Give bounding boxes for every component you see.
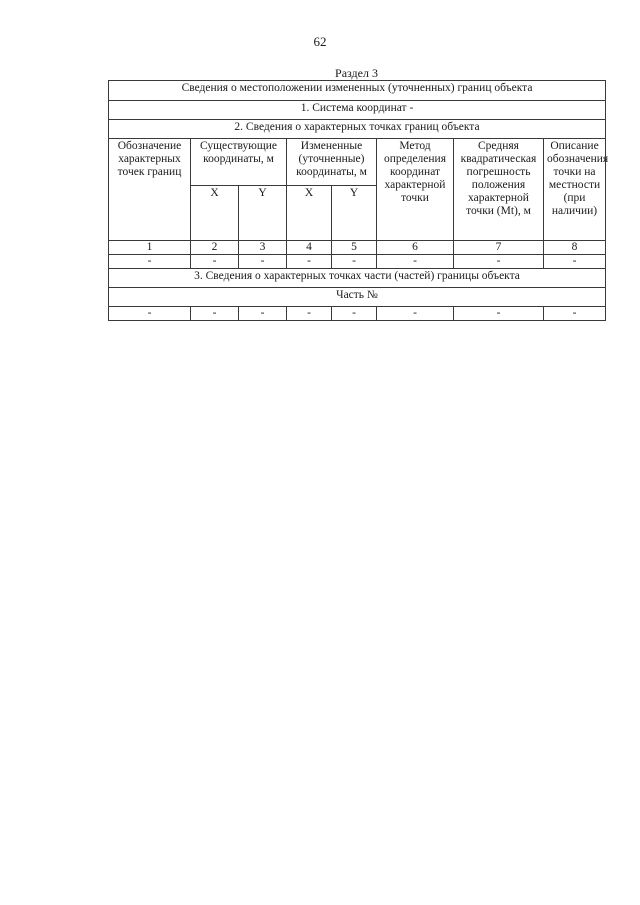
column-number: 7 xyxy=(454,241,544,255)
table-cell: - xyxy=(454,255,544,269)
table-cell: - xyxy=(191,307,239,321)
column-number: 3 xyxy=(239,241,287,255)
table-cell: - xyxy=(377,307,454,321)
table-title: Сведения о местоположении измененных (уточненных) границ объекта xyxy=(109,81,606,101)
header-method: Метод определения координат характерной точки xyxy=(377,139,454,241)
table-row xyxy=(109,255,606,269)
table-cell: - xyxy=(332,255,377,269)
table-cell: - xyxy=(191,255,239,269)
header-changed: Измененные (уточненные) координаты, м xyxy=(287,139,377,186)
column-number: 5 xyxy=(332,241,377,255)
part-points-title: 3. Сведения о характерных точках части (частей) границы объекта xyxy=(109,269,606,288)
points-title: 2. Сведения о характерных точках границ объекта xyxy=(109,120,606,139)
header-error: Средняя квадратическая погрешность положения характерной точки (Mt), м xyxy=(454,139,544,241)
table-title-row xyxy=(109,81,606,101)
table-cell: - xyxy=(239,307,287,321)
table-cell: - xyxy=(332,307,377,321)
column-number: 8 xyxy=(544,241,606,255)
table-cell: - xyxy=(287,307,332,321)
column-number: 2 xyxy=(191,241,239,255)
table-cell: - xyxy=(544,307,606,321)
table-cell: - xyxy=(109,255,191,269)
header-designation: Обозначение характерных точек границ xyxy=(109,139,191,241)
points-title-row xyxy=(109,120,606,139)
column-number: 1 xyxy=(109,241,191,255)
header-existing-x: X xyxy=(191,186,239,241)
part-points-title-row xyxy=(109,269,606,288)
table-cell: - xyxy=(454,307,544,321)
column-number: 6 xyxy=(377,241,454,255)
header-existing-y: Y xyxy=(239,186,287,241)
part-label: Часть № xyxy=(109,288,606,307)
column-number: 4 xyxy=(287,241,332,255)
header-row-1 xyxy=(109,139,606,186)
table-cell: - xyxy=(544,255,606,269)
coord-system-row xyxy=(109,101,606,120)
table-cell: - xyxy=(287,255,332,269)
table-cell: - xyxy=(239,255,287,269)
header-changed-y: Y xyxy=(332,186,377,241)
coord-system-label: 1. Система координат - xyxy=(109,101,606,120)
page-number: 62 xyxy=(313,34,327,49)
table-cell: - xyxy=(377,255,454,269)
header-changed-x: X xyxy=(287,186,332,241)
table-row xyxy=(109,307,606,321)
boundaries-table xyxy=(108,80,609,321)
table-cell: - xyxy=(109,307,191,321)
section-title: Раздел 3 xyxy=(335,66,378,80)
column-numbers-row xyxy=(109,241,606,255)
header-existing: Существующие координаты, м xyxy=(191,139,287,186)
header-description: Описание обозначения точки на местности (при наличии) xyxy=(544,139,606,241)
part-label-row xyxy=(109,288,606,307)
